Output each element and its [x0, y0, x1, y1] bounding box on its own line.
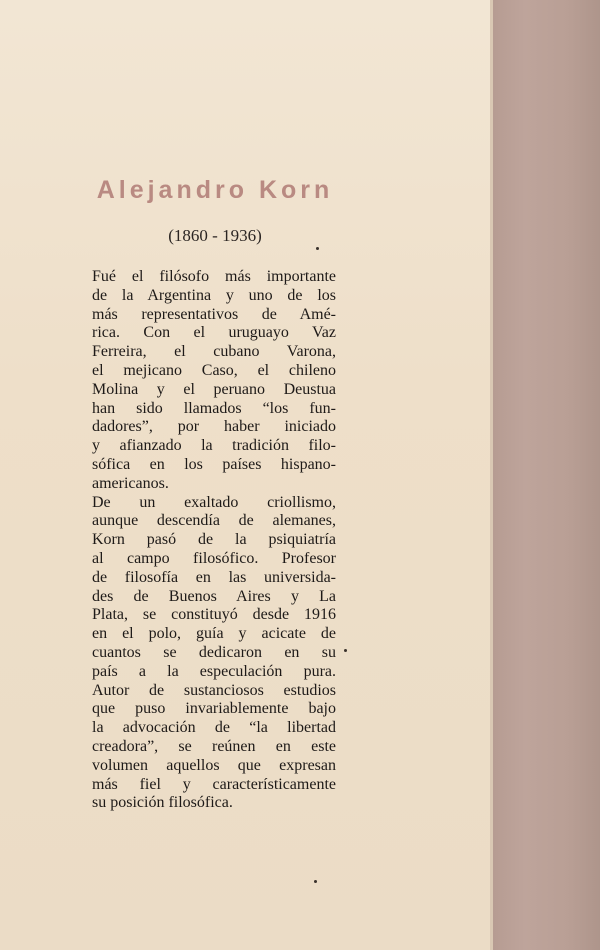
author-dates: (1860 - 1936)	[168, 226, 262, 245]
text-line: Autor de sustanciosos estudios	[92, 681, 336, 699]
text-line: americanos.	[92, 474, 169, 492]
text-line: país a la especulación pura.	[92, 662, 336, 680]
text-line: creadora”, se reúnen en este	[92, 737, 336, 755]
paper-speck	[314, 880, 317, 883]
text-line: Fué el filósofo más importante	[92, 268, 336, 285]
text-line: aunque descendía de alemanes,	[92, 512, 336, 530]
biography-paragraph-2	[92, 494, 336, 814]
text-line: rica. Con el uruguayo Vaz	[92, 324, 336, 342]
text-line: y afianzado la tradición filo-	[92, 437, 336, 455]
text-line: des de Buenos Aires y La	[92, 587, 336, 605]
text-line: que puso invariablemente bajo	[92, 700, 336, 718]
text-line: más representativos de Amé-	[92, 305, 336, 323]
paper-speck	[316, 247, 319, 250]
text-line: más fiel y característicamente	[92, 775, 336, 793]
text-line: de filosofía en las universida-	[92, 568, 336, 586]
text-line: al campo filosófico. Profesor	[92, 549, 336, 567]
text-line: el mejicano Caso, el chileno	[92, 361, 336, 379]
text-line: han sido llamados “los fun-	[92, 399, 336, 417]
text-line: volumen aquellos que expresan	[92, 756, 336, 774]
biography-text	[92, 268, 336, 813]
text-line: cuantos se dedicaron en su	[92, 643, 336, 661]
text-line: de la Argentina y uno de los	[92, 286, 336, 304]
text-line: Ferreira, el cubano Varona,	[92, 343, 336, 361]
text-line: De un exaltado criollismo,	[92, 493, 336, 511]
text-line: sófica en los países hispano-	[92, 455, 336, 473]
author-name: Alejandro Korn	[96, 176, 334, 204]
text-line: en el polo, guía y acicate de	[92, 625, 336, 643]
paper-speck	[344, 649, 347, 652]
text-line: Korn pasó de la psiquiatría	[92, 531, 336, 549]
text-line: Plata, se constituyó desde 1916	[92, 606, 336, 624]
text-line: Molina y el peruano Deustua	[92, 380, 336, 398]
text-line: dadores”, por haber iniciado	[92, 418, 336, 436]
text-line: su posición filosófica.	[92, 794, 233, 812]
biography-paragraph-1	[92, 268, 336, 494]
book-spine	[493, 0, 600, 950]
text-line: la advocación de “la libertad	[92, 719, 336, 737]
